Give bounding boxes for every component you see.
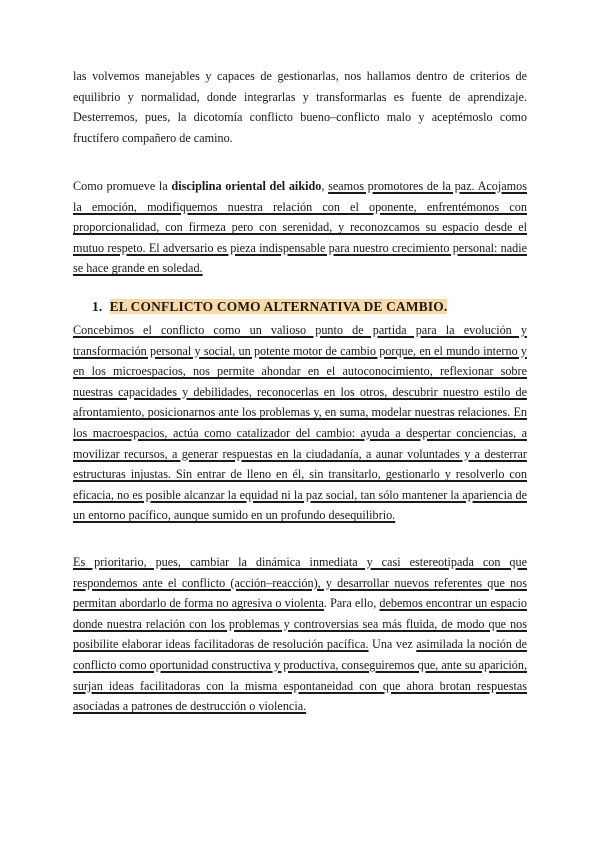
conflict-change-underlined-text: Concebimos el conflicto como un valioso punto de partida para la evolución y transformación personal y social, un potente motor de cambio porque, en el mundo interno y en los microespacios, nos permite ahondar en el autoconocimiento, reflexionar sobre nuestras capacidades y debilidades, reconocerlas en los otros, descubrir nuestro estilo de afrontamiento, posicionarnos ante los problemas y, en suma, modelar nuestras relaciones. En los macroespacios, actúa como catalizador del cambio: ayuda a despertar conciencias, a movilizar recursos, a generar respuestas en la ciudadanía, a aunar voluntades y a desterrar estructuras injustas. Sin entrar de lleno en él, sin transitarlo, gestionarlo y resolverlo con eficacia, no es posible alcanzar la equidad ni la paz social, tan sólo mantener la apariencia de un entorno pacífico, aunque sumido en un profundo desequilibrio. xyxy=(73,323,527,523)
paragraph-aikido xyxy=(73,176,527,279)
priority-underlined-1: Es prioritario, pues, cambiar la dinámica inmediata y casi estereotipada con que respondemos ante el conflicto (acción–reacción), y desarrollar nuevos referentes que nos permitan abordarlo de forma no agresiva o violenta xyxy=(73,555,527,611)
paragraph-intro: las volvemos manejables y capaces de gestionarlas, nos hallamos dentro de criterios de equilibrio y normalidad, donde integrarlas y transformarlas es fuente de aprendizaje. Desterremos, pues, la dicotomía conflicto bueno–conflicto malo y aceptémoslo como fructífero compañero de camino. xyxy=(73,69,527,145)
aikido-underlined-text: seamos promotores de la paz. Acojamos la emoción, modifiquemos nuestra relación con el oponente, enfrentémonos con proporcionalidad, con firmeza pero con serenidad, y reconozcamos su espacio desde el mutuo respeto. El adversario es pieza indispensable para nuestro crecimiento personal: nadie se hace grande en soledad. xyxy=(73,179,527,276)
section-title: EL CONFLICTO COMO ALTERNATIVA DE CAMBIO. xyxy=(109,299,448,314)
section-heading xyxy=(92,299,447,315)
paragraph-priority xyxy=(73,552,527,717)
priority-underlined-2: debemos encontrar un espacio donde nuestra relación con los problemas y controversias sea más fluida, de modo que nos posibilite elaborar ideas facilitadoras de resolución pacífica. xyxy=(73,596,527,652)
section-number: 1. xyxy=(92,299,103,314)
aikido-text-lead: Como promueve la xyxy=(73,179,172,193)
priority-text-1: . Para ello, xyxy=(323,596,380,611)
paragraph-conflict-change xyxy=(73,320,527,526)
priority-text-2: Una vez xyxy=(368,637,417,652)
aikido-text-comma: , xyxy=(321,179,329,193)
aikido-bold-term: disciplina oriental del aikido xyxy=(171,179,322,193)
priority-underlined-3: asimilada la noción de conflicto como oportunidad constructiva y productiva, conseguiremos que, ante su aparición, surjan ideas facilitadoras con la misma espontaneidad con que ahora brotan respuestas asociadas a patrones de destrucción o violencia. xyxy=(73,637,527,714)
